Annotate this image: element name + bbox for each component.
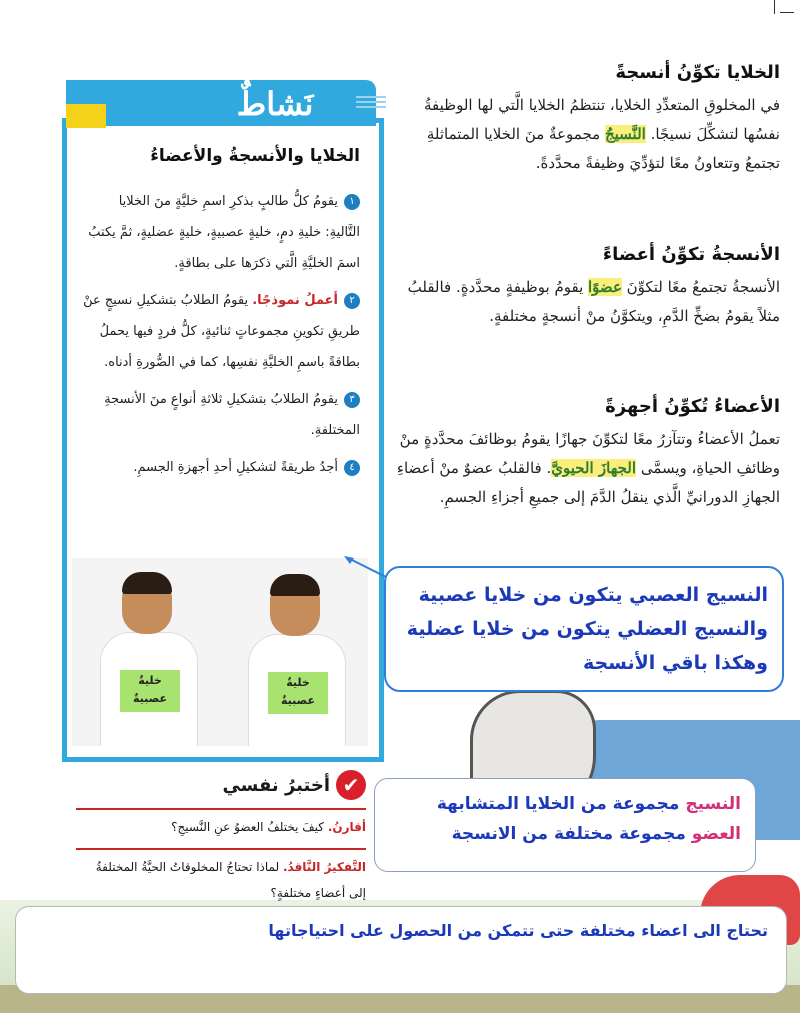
activity-step-2: ٢أعملُ نموذجًا. يقومُ الطلابُ بتشكيلِ نسيجٍ عنْ طريقِ تكوينِ مجموعاتٍ ثنائيةٍ، كلُّ فردٍ فيها يحملُ بطاقةً باسمِ الخليَّةِ نفسِها، كما في الصُّورةِ أدناه. [83, 293, 360, 370]
term-highlight: الجهازَ الحيويَّ [551, 459, 637, 477]
section-tissues-organs [396, 244, 780, 331]
activity-steps [80, 186, 360, 483]
step-number: ٣ [344, 392, 360, 408]
section-text: الأنسجةُ تجتمعُ معًا لتكوِّنَ عضوًا يقومُ بوظيفةٍ محدَّدةٍ. فالقلبُ مثلاً يقومُ بضخِّ الدَّمِ، ويتكوَّنُ منْ أنسجةٍ مختلفةٍ. [407, 278, 780, 325]
students-photo [72, 558, 368, 746]
self-test-title: أختبرُ نفسي [222, 775, 330, 796]
section-text: في المخلوقِ المتعدِّدِ الخلايا، تنتظمُ الخلايا الَّتي لها الوظيفةُ نفسُها لتشكِّلَ نسيجًا. النَّسيجُ مجموعةٌ منَ الخلايا المتماثلةِ تجتمعُ وتتعاونُ معًا لتؤدِّيَ وظيفةً محدَّدةً. [424, 96, 780, 172]
cell-card: خليةٌ عصبيةٌ [268, 672, 328, 714]
section-text: تعملُ الأعضاءُ وتتآزرُ معًا لتكوِّنَ جهازًا يقومُ بوظائفَ محدَّدةٍ منْ وظائفِ الحياةِ، ويسمَّى الجهازَ الحيويَّ. فالقلبُ عضوٌ منْ أعضاءِ الجهازِ الدورانيِّ الَّذي ينقلُ الدَّمَ إلى جميعِ أجزاءِ الجسمِ. [396, 430, 780, 506]
section-title: الأعضاءُ تُكوِّنُ أجهزةً [605, 396, 780, 417]
term-highlight: عضوًا [588, 278, 622, 296]
step-number: ٢ [344, 293, 360, 309]
activity-step-1: ١يقومُ كلُّ طالبٍ بذكرِ اسمِ خليَّةٍ منَ الخلايا التَّاليةِ: خليةِ دمٍ، خليةٍ عصبيةٍ، خليةٍ عضليةٍ، ثمَّ يكتبُ اسمَ الخليَّةِ الَّتي ذكرَها على بطاقةٍ. [88, 194, 360, 271]
activity-subtitle: الخلايا والأنسجةُ والأعضاءُ [150, 146, 360, 166]
crop-mark [774, 0, 775, 14]
answer-text: تحتاج الى اعضاء مختلفة حتى تتمكن من الحصول على احتياجاتها [268, 921, 768, 940]
annotation-text: النسيج العصبي يتكون من خلايا عصبية والنسيج العضلي يتكون من خلايا عضلية وهكذا باقي الأنسجة [406, 584, 768, 674]
check-icon: ✔ [336, 770, 366, 800]
section-organs-systems [396, 396, 780, 512]
activity-step-4: ٤أجدُ طريقةً لتشكيلِ أحدِ أجهزةِ الجسمِ. [80, 452, 360, 483]
question-compare: أقارنُ. كيفَ يختلفُ العضوُ عنِ النَّسيجِ؟ [171, 820, 366, 834]
lines-icon [356, 96, 386, 112]
divider [76, 848, 366, 850]
answer-box[interactable] [15, 906, 787, 994]
term-highlight: النَّسيجُ [604, 125, 646, 143]
section-title: الخلايا تكوِّنُ أنسجةً [615, 62, 780, 83]
step-number: ٤ [344, 460, 360, 476]
crop-mark [780, 12, 794, 13]
annotation-callout-tissues [384, 566, 784, 692]
section-cells-tissues [396, 62, 780, 178]
divider [76, 808, 366, 810]
annotation-callout-definitions [374, 778, 756, 872]
activity-title: نَشاطٌ [236, 85, 314, 123]
step-number: ١ [344, 194, 360, 210]
activity-step-3: ٣يقومُ الطلابُ بتشكيلِ ثلاثةِ أنواعٍ منَ الأنسجةِ المختلفةِ. [104, 392, 360, 438]
cell-card: خليةٌ عصبيةٌ [120, 670, 180, 712]
annotation-text: النسيج مجموعة من الخلايا المتشابهة العضو مجموعة مختلفة من الانسجة [436, 794, 741, 844]
question-critical-thinking: التَّفكيرُ النَّاقدُ. لماذا تحتاجُ المخلوقاتُ الحيَّةُ المختلفةُ إلى أعضاءٍ مختلفةٍ؟ [95, 860, 366, 900]
section-title: الأنسجةُ تكوِّنُ أعضاءً [602, 244, 780, 265]
activity-banner-accent [66, 104, 106, 128]
